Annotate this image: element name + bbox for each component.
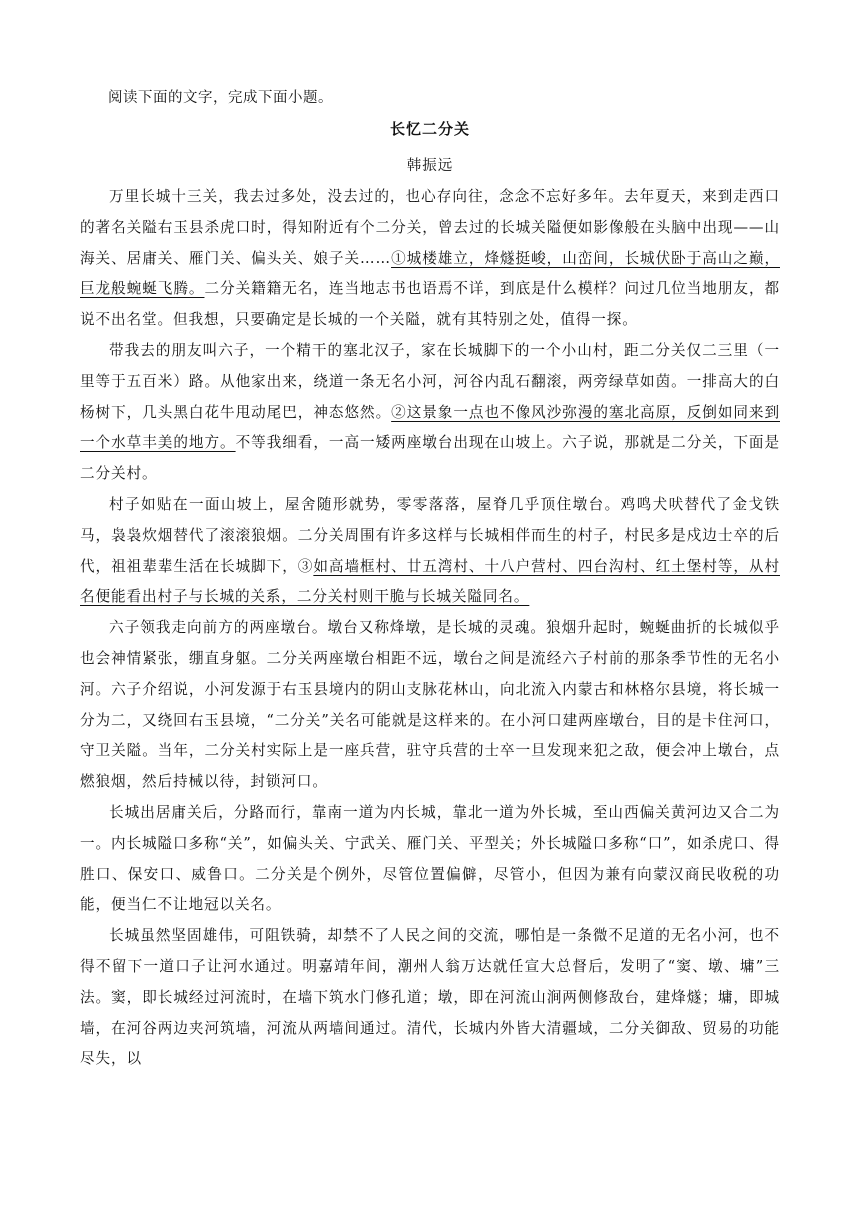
paragraph-text: 带我去的朋友叫六子，一个精干的塞北汉子，家在长城脚下的一个小山村，距二分关仅二三里（一里等于五百米）路。从他家出来，绕道一条无名小河，河谷内乱石翻滚，两旁绿草如茵。一排高大的白杨树下，几头黑白花牛甩动尾巴，神态悠然。 [80, 341, 780, 421]
article-author: 韩振远 [406, 158, 454, 174]
paragraph-text: 长城虽然坚固雄伟，可阻铁骑，却禁不了人民之间的交流，哪怕是一条微不足道的无名小河，也不得不留下一道口子让河水通过。明嘉靖年间，潮州人翁万达就任宣大总督后，发明了“窦、墩、墉”三法。窦，即长城经过河流时，在墙下筑水门修孔道；墩，即在河流山涧两侧修敌台，建烽燧；墉，即城墙，在河谷两边夹河筑墙，河流从两墙间通过。清代，长城内外皆大清疆域，二分关御敌、贸易的功能尽失，以 [80, 927, 780, 1068]
paragraph [80, 613, 780, 798]
paragraph [80, 336, 780, 490]
paragraph [80, 490, 780, 613]
paragraph-text: 万里长城十三关，我去过多处，没去过的，也心存向往，念念不忘好多年。去年夏天，来到走西口的著名关隘右玉县杀虎口时，得知附近有个二分关，曾去过的长城关隘便如影像般在头脑中出现——山海关、居庸关、雁门关、偏头关、娘子关…… [80, 188, 780, 267]
underlined-sentence: ②这景象一点也不像风沙弥漫的塞北高原，反倒如同来到一个水草丰美的地方。 [80, 403, 780, 452]
paragraph-text: 二分关籍籍无名，连当地志书也语焉不详，到底是什么模样？问过几位当地朋友，都说不出名堂。但我想，只要确定是长城的一个关隘，就有其特别之处，值得一探。 [80, 280, 781, 329]
paragraph-text: 不等我细看，一高一矮两座墩台出现在山坡上。六子说，那就是二分关，下面是二分关村。 [80, 434, 780, 483]
paragraph-text: 长城出居庸关后，分路而行，靠南一道为内长城，靠北一道为外长城，至山西偏关黄河边又合二为一。内长城隘口多称“关”，如偏头关、宁武关、雁门关、平型关；外长城隘口多称“口”，如杀虎口、得胜口、保安口、威鲁口。二分关是个例外，尽管位置偏僻，尽管小，但因为兼有向蒙汉商民收税的功能，便当仁不让地冠以关名。 [80, 803, 780, 914]
article-title: 长忆二分关 [389, 120, 470, 138]
paragraph [80, 921, 780, 1075]
paragraph-text: 村子如贴在一面山坡上，屋舍随形就势，零零落落，屋脊几乎顶住墩台。鸡鸣犬吠替代了金戈铁马，袅袅炊烟替代了滚滚狼烟。二分关周围有许多这样与长城相伴而生的村子，村民多是戍边士卒的后代，祖祖辈辈生活在长城脚下，③ [80, 495, 780, 575]
paragraph-text: 六子领我走向前方的两座墩台。墩台又称烽墩，是长城的灵魂。狼烟升起时，蜿蜒曲折的长城似乎也会神情紧张，绷直身躯。二分关两座墩台相距不远，墩台之间是流经六子村前的那条季节性的无名小河。六子介绍说，小河发源于右玉县境内的阴山支脉花林山，向北流入内蒙古和林格尔县境，将长城一分为二，又绕回右玉县境，“二分关”关名可能就是这样来的。在小河口建两座墩台，目的是卡住河口，守卫关隘。当年，二分关村实际上是一座兵营，驻守兵营的士卒一旦发现来犯之敌，便会冲上墩台，点燃狼烟，然后持械以待，封锁河口。 [80, 619, 780, 791]
paragraph [80, 182, 780, 336]
underlined-sentence: ①城楼雄立，烽燧挺峻，山峦间，长城伏卧于高山之巅，巨龙般蜿蜒飞腾。 [80, 249, 780, 298]
article-body [80, 182, 780, 1075]
reading-instruction: 阅读下面的文字，完成下面小题。 [108, 90, 333, 106]
underlined-sentence: 如高墙框村、廿五湾村、十八户营村、四台沟村、红土堡村等，从村名便能看出村子与长城的关系，二分关村则干脆与长城关隘同名。 [80, 557, 780, 606]
paragraph [80, 798, 780, 921]
